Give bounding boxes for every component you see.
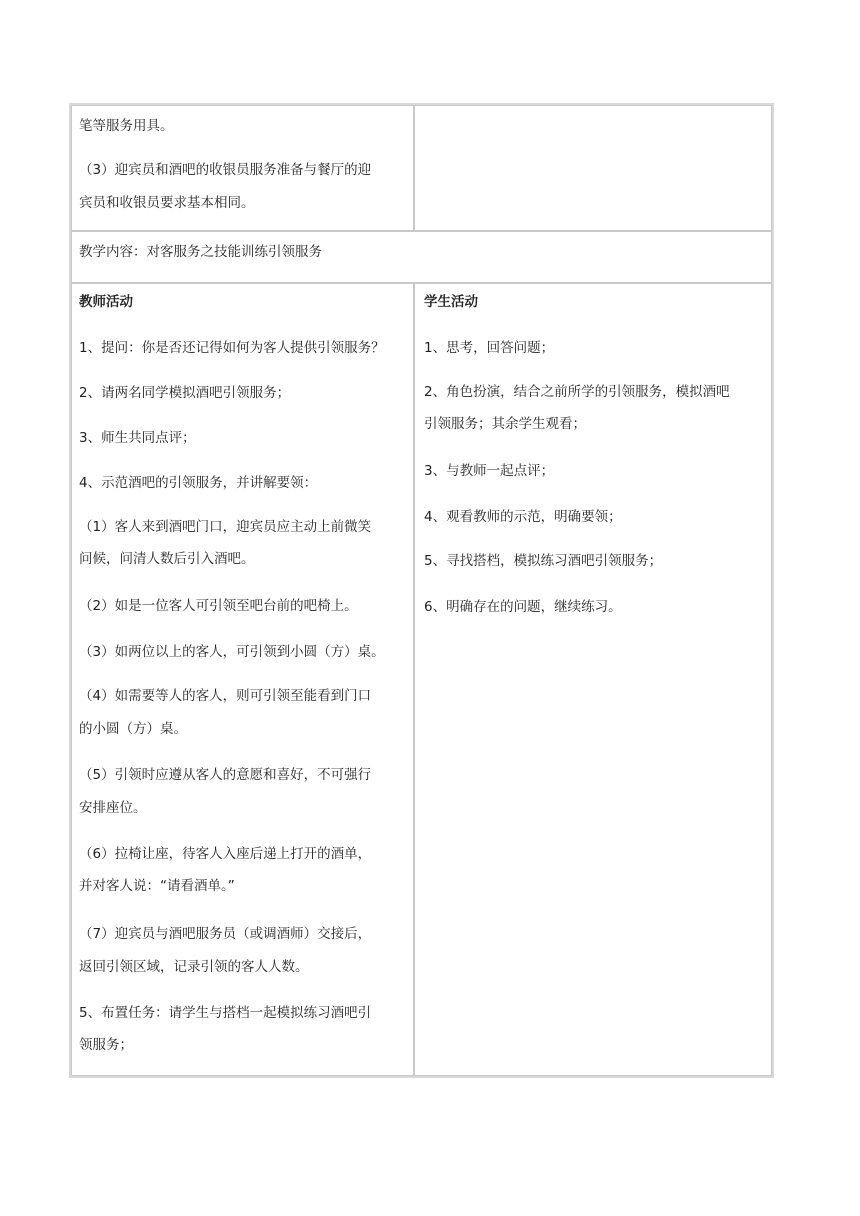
student-line: 2、角色扮演，结合之前所学的引领服务，模拟酒吧	[424, 384, 730, 400]
teacher-line: （7）迎宾员与酒吧服务员（或调酒师）交接后，	[79, 926, 372, 942]
text-line: 笔等服务用具。	[79, 118, 174, 134]
student-line: 1、思考，回答问题；	[424, 340, 555, 356]
teacher-line: 1、提问：你是否还记得如何为客人提供引领服务？	[79, 340, 385, 356]
text-line: 宾员和收银员要求基本相同。	[79, 195, 255, 211]
teacher-line: 的小圆（方）桌。	[79, 721, 187, 737]
top-right-cell	[414, 105, 772, 231]
student-line: 5、寻找搭档，模拟练习酒吧引领服务；	[424, 553, 663, 569]
student-line: 6、明确存在的问题，继续练习。	[424, 599, 622, 615]
teacher-line: 并对客人说：“请看酒单。”	[79, 878, 235, 894]
teacher-line: 3、师生共同点评；	[79, 430, 196, 446]
teacher-line: （3）如两位以上的客人，可引领到小圆（方）桌。	[79, 644, 385, 660]
teacher-line: 2、请两名同学模拟酒吧引领服务；	[79, 385, 291, 401]
content-label: 教学内容：对客服务之技能训练引领服务	[79, 244, 322, 260]
teacher-heading: 教师活动	[79, 294, 133, 310]
teacher-line: （2）如是一位客人可引领至吧台前的吧椅上。	[79, 598, 358, 614]
student-line: 4、观看教师的示范，明确要领；	[424, 509, 622, 525]
student-heading: 学生活动	[424, 294, 478, 310]
teacher-line: （6）拉椅让座，待客人入座后递上打开的酒单，	[79, 846, 372, 862]
teacher-line: （5）引领时应遵从客人的意愿和喜好，不可强行	[79, 767, 372, 783]
teacher-line: 5、布置任务：请学生与搭档一起模拟练习酒吧引	[79, 1005, 372, 1021]
teacher-line: 返回引领区域，记录引领的客人人数。	[79, 959, 309, 975]
teacher-line: 安排座位。	[79, 800, 147, 816]
teacher-line: 领服务；	[79, 1037, 133, 1053]
text-line: （3）迎宾员和酒吧的收银员服务准备与餐厅的迎	[79, 162, 372, 178]
student-activity-cell	[414, 283, 772, 1076]
teacher-line: （1）客人来到酒吧门口，迎宾员应主动上前微笑	[79, 519, 372, 535]
teacher-line: 4、示范酒吧的引领服务，并讲解要领：	[79, 475, 318, 491]
student-line: 3、与教师一起点评；	[424, 463, 555, 479]
student-line: 引领服务；其余学生观看；	[424, 416, 586, 432]
teacher-line: （4）如需要等人的客人，则可引领至能看到门口	[79, 688, 372, 704]
teacher-line: 问候，问清人数后引入酒吧。	[79, 551, 255, 567]
